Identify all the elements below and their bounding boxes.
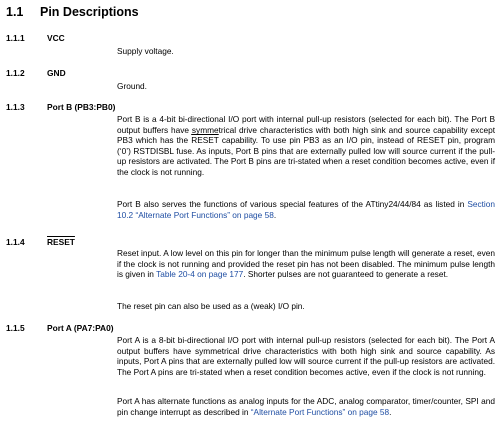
section-gnd-heading bbox=[6, 68, 66, 78]
heading-number: 1.1 bbox=[6, 5, 24, 19]
page-heading bbox=[6, 5, 139, 19]
section-number: 1.1.2 bbox=[6, 68, 25, 78]
section-number: 1.1.4 bbox=[6, 237, 25, 247]
section-porta-body-2 bbox=[117, 396, 495, 417]
section-number: 1.1.3 bbox=[6, 102, 25, 112]
section-reset-heading bbox=[6, 237, 75, 247]
section-portb-heading bbox=[6, 102, 115, 112]
alt-port-functions-link-2[interactable]: “Alternate Port Functions” on page 58 bbox=[250, 406, 390, 417]
section-title: RESET bbox=[47, 237, 75, 247]
section-title: VCC bbox=[47, 33, 65, 43]
section-vcc-body bbox=[117, 46, 495, 57]
section-porta-body bbox=[117, 335, 495, 377]
section-portb-body-2 bbox=[117, 199, 495, 220]
section-portb-body bbox=[117, 114, 495, 178]
reset-overline-text: RESET bbox=[191, 135, 219, 146]
section-title: GND bbox=[47, 68, 66, 78]
section-title: Port A (PA7:PA0) bbox=[47, 323, 114, 333]
paragraph: Ground. bbox=[117, 81, 147, 91]
heading-title: Pin Descriptions bbox=[40, 5, 139, 19]
section-gnd-body bbox=[117, 81, 495, 92]
section-number: 1.1.1 bbox=[6, 33, 25, 43]
table-20-4-link[interactable]: Table 20-4 on page 177 bbox=[156, 269, 244, 280]
section-vcc-heading bbox=[6, 33, 65, 43]
section-number: 1.1.5 bbox=[6, 323, 25, 333]
section-title: Port B (PB3:PB0) bbox=[47, 102, 116, 112]
paragraph: Port B also serves the functions of various special features of the ATtiny24/44/84 as listed in Section 10.2 “Alternate Port Functions” on page 58. bbox=[117, 199, 495, 220]
paragraph: The reset pin can also be used as a (weak) I/O pin. bbox=[117, 301, 305, 311]
paragraph: Port A has alternate functions as analog inputs for the ADC, analog comparator, timer/counter, SPI and pin change interrupt as described in “Alternate Port Functions” on page 58. bbox=[117, 396, 495, 417]
section-reset-body bbox=[117, 248, 495, 280]
paragraph: Port B is a 4-bit bi-directional I/O port with internal pull-up resistors (selected for each bit). The Port B output buffers have symmetrical drive characteristics with both high sink and source capability except PB3 which has the RESET capability. To use pin PB3 as an I/O pin, instead of RESET pin, program (‘0’) RSTDISBL fuse. As inputs, Port B pins that are externally pulled low will source current if the pull-up resistors are activated. The Port B pins are tri-stated when a reset condition becomes active, even if the clock is not running. bbox=[117, 114, 495, 177]
paragraph: Supply voltage. bbox=[117, 46, 174, 56]
paragraph: Reset input. A low level on this pin for longer than the minimum pulse length will generate a reset, even if the clock is not running and provided the reset pin has not been disabled. The minimum pulse length is given in Table 20-4 on page 177. Shorter pulses are not guaranteed to generate a reset. bbox=[117, 248, 495, 280]
section-reset-body-2 bbox=[117, 301, 495, 312]
alt-port-functions-link[interactable]: Section 10.2 “Alternate Port Functions” on page 58 bbox=[117, 199, 495, 220]
section-porta-heading bbox=[6, 323, 114, 333]
paragraph: Port A is a 8-bit bi-directional I/O port with internal pull-up resistors (selected for each bit). The Port A output buffers have symmetrical drive characteristics with both high sink and source capability. As inputs, Port A pins that are externally pulled low will source current if the pull-up resistors are activated. The Port A pins are tri-stated when a reset condition becomes active, even if the clock is not running. bbox=[117, 335, 495, 377]
